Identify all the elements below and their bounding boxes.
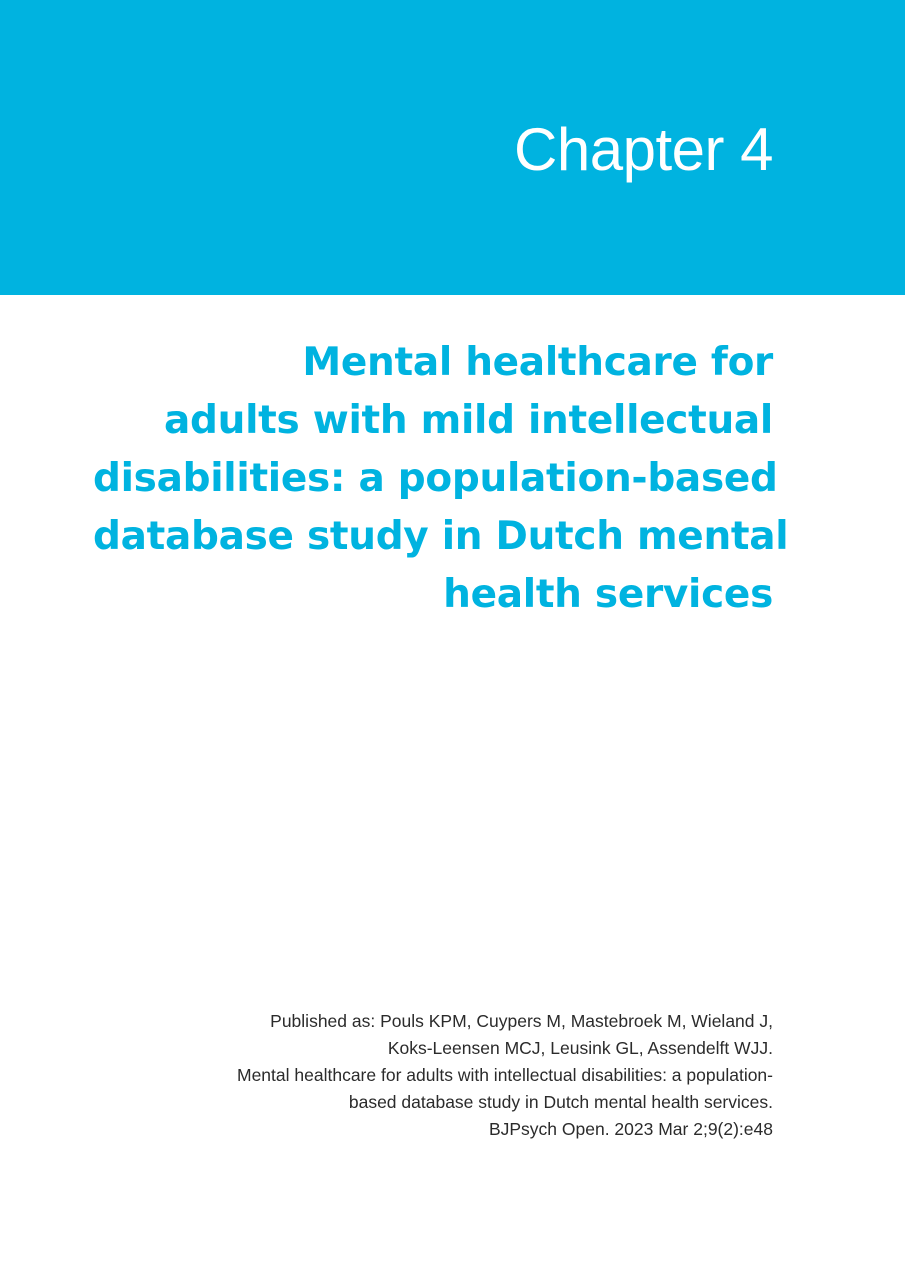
publication-citation	[133, 1008, 773, 1143]
chapter-title-line: adults with mild intellectual	[164, 398, 773, 443]
chapter-banner	[0, 0, 905, 295]
chapter-title-line: database study in Dutch mental	[93, 514, 789, 559]
chapter-title	[93, 334, 789, 624]
citation-line: based database study in Dutch mental health services.	[348, 1092, 773, 1112]
chapter-label: Chapter 4	[514, 116, 773, 183]
citation-line: Published as: Pouls KPM, Cuypers M, Mastebroek M, Wieland J,	[270, 1011, 773, 1031]
chapter-title-line: Mental healthcare for	[302, 340, 773, 385]
citation-line: Koks-Leensen MCJ, Leusink GL, Assendelft WJJ.	[387, 1038, 773, 1058]
citation-line: Mental healthcare for adults with intellectual disabilities: a population-	[237, 1065, 773, 1085]
citation-line: BJPsych Open. 2023 Mar 2;9(2):e48	[488, 1119, 773, 1139]
chapter-title-line: disabilities: a population-based	[93, 456, 778, 501]
chapter-title-line: health services	[443, 572, 773, 617]
